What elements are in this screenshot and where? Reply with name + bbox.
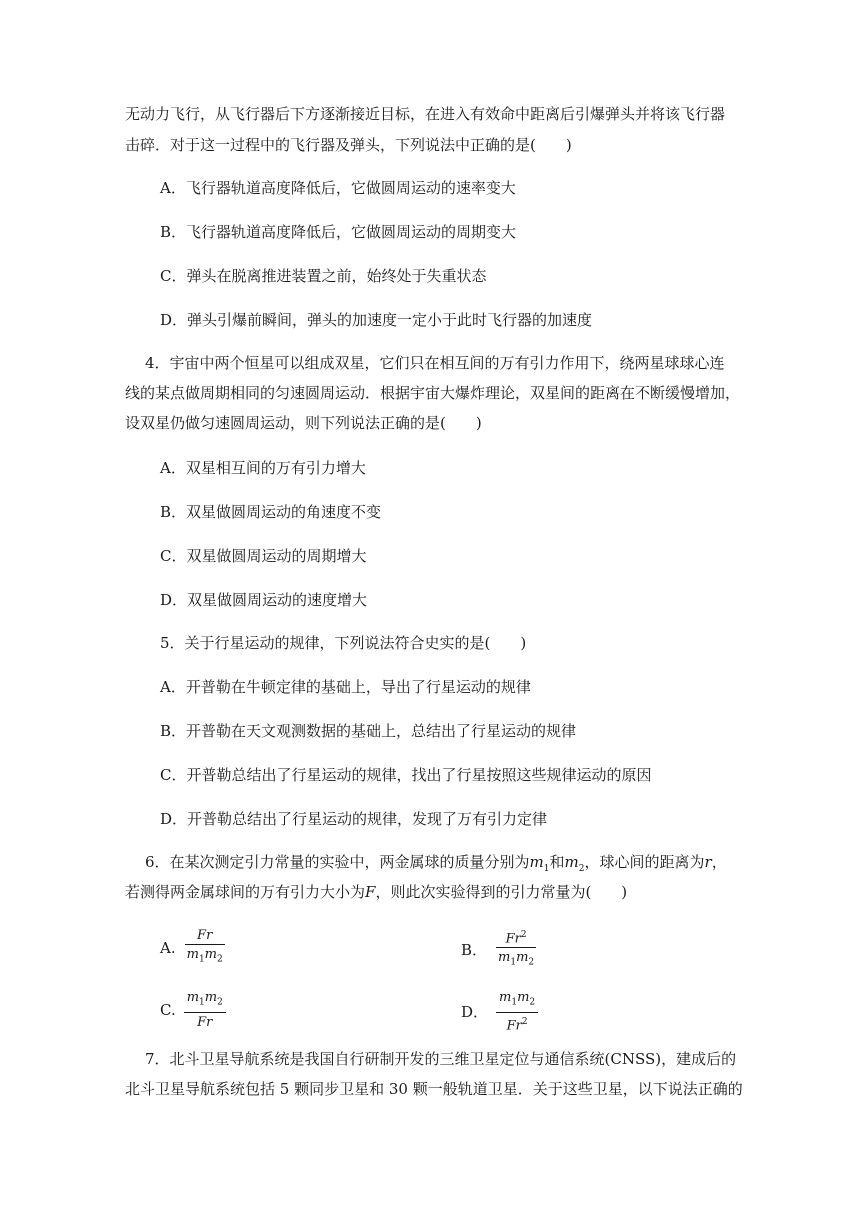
symbol-F: F (365, 883, 376, 901)
denominator (184, 945, 226, 968)
subscript: 2 (217, 997, 223, 1008)
text-span: 6．在某次测定引力常量的实验中，两金属球的质量分别为 (145, 853, 530, 871)
text-span: 若测得两金属球间的万有引力大小为 (125, 883, 366, 901)
subscript: 1 (510, 957, 517, 968)
text-span: ，球心间的距离为 (584, 853, 705, 871)
q4-option-b: B．双星做圆周运动的角速度不变 (160, 503, 382, 521)
question-3-stem: 击碎．对于这一过程中的飞行器及弹头，下列说法中正确的是( ) (125, 136, 572, 154)
symbol-m2: m (564, 853, 579, 871)
denominator (495, 948, 537, 971)
num-text: Fr (505, 931, 521, 947)
subscript: 1 (543, 864, 550, 874)
numerator (184, 990, 226, 1013)
numerator (185, 928, 225, 945)
question-6-line-2 (125, 882, 627, 902)
q4-option-c: C．双星做圆周运动的周期增大 (160, 547, 367, 565)
question-4-line-2: 线的某点做周期相同的匀速圆周运动．根据宇宙大爆炸理论，双星间的距离在不断缓慢增加， (125, 384, 741, 402)
num-m: m (204, 990, 218, 1005)
question-6-line-1 (145, 852, 727, 879)
q3-option-a: A．飞行器轨道高度降低后，它做圆周运动的速率变大 (160, 179, 516, 197)
option-label: D． (461, 1002, 489, 1021)
denominator (504, 1013, 531, 1033)
q6-option-b (461, 928, 537, 971)
q4-option-a: A．双星相互间的万有引力增大 (160, 459, 366, 477)
q5-option-b: B．开普勒在天文观测数据的基础上，总结出了行星运动的规律 (160, 722, 577, 740)
option-label: B． (461, 940, 488, 959)
den-m: m (186, 947, 199, 962)
subscript: 1 (198, 954, 205, 965)
fraction (495, 928, 537, 971)
fraction (184, 990, 226, 1030)
den-m: m (498, 950, 511, 966)
den-m: m (516, 950, 529, 966)
num-m: m (186, 990, 200, 1005)
num-m: m (517, 990, 530, 1005)
den-text: Fr (197, 1014, 213, 1030)
superscript: 2 (520, 930, 527, 940)
subscript: 1 (199, 997, 205, 1008)
fraction (184, 928, 226, 968)
question-7-line-2: 北斗卫星导航系统包括 5 颗同步卫星和 30 颗一般轨道卫星．关于这些卫星，以下说法正确的 (125, 1080, 743, 1098)
q5-option-d: D．开普勒总结出了行星运动的规律，发现了万有引力定律 (160, 810, 548, 828)
numerator (496, 928, 536, 948)
subscript: 2 (528, 957, 535, 968)
symbol-m1: m (529, 853, 544, 871)
num-text: Fr (197, 928, 213, 943)
question-4-line-1: 4．宇宙中两个恒星可以组成双星，它们只在相互间的万有引力作用下，绕两星球球心连 (145, 354, 725, 372)
q6-option-c (160, 990, 226, 1030)
subscript: 2 (217, 954, 223, 965)
q5-option-a: A．开普勒在牛顿定律的基础上，导出了行星运动的规律 (160, 678, 531, 696)
question-7-line-1: 7．北斗卫星导航系统是我国自行研制开发的三维卫星定位与通信系统(CNSS)，建成后的 (145, 1050, 737, 1068)
q5-option-c: C．开普勒总结出了行星运动的规律，找出了行星按照这些规律运动的原因 (160, 766, 652, 784)
q6-option-d (461, 990, 538, 1033)
superscript: 2 (521, 1016, 528, 1027)
num-m: m (499, 990, 512, 1005)
option-label: A. (160, 938, 176, 957)
q3-option-b: B．飞行器轨道高度降低后，它做圆周运动的周期变大 (160, 223, 517, 241)
subscript: 1 (511, 997, 518, 1008)
den-m: m (204, 947, 217, 962)
q3-option-c: C．弹头在脱离推进装置之前，始终处于失重状态 (160, 267, 487, 285)
fraction (496, 990, 538, 1033)
text-line: 无动力飞行，从飞行器后下方逐渐接近目标，在进入有效命中距离后引爆弹头并将该飞行器 (125, 105, 726, 123)
text-span: ，则此次实验得到的引力常量为( ) (375, 883, 628, 901)
q4-option-d: D．双星做圆周运动的速度增大 (160, 591, 368, 609)
den-text: Fr (506, 1017, 522, 1033)
option-label: C. (160, 1000, 176, 1019)
q6-option-a (160, 928, 226, 968)
question-5-stem: 5．关于行星运动的规律，下列说法符合史实的是( ) (160, 634, 527, 652)
question-4-line-3: 设双星仍做匀速圆周运动，则下列说法正确的是( ) (125, 414, 482, 432)
denominator (194, 1013, 215, 1030)
subscript: 2 (578, 864, 585, 874)
text-span: 和 (549, 853, 565, 871)
subscript: 2 (529, 997, 536, 1008)
q3-option-d: D．弹头引爆前瞬间，弹头的加速度一定小于此时飞行器的加速度 (160, 311, 593, 329)
symbol-r: r (704, 853, 712, 871)
text-span: ， (711, 853, 727, 871)
numerator (496, 990, 538, 1013)
